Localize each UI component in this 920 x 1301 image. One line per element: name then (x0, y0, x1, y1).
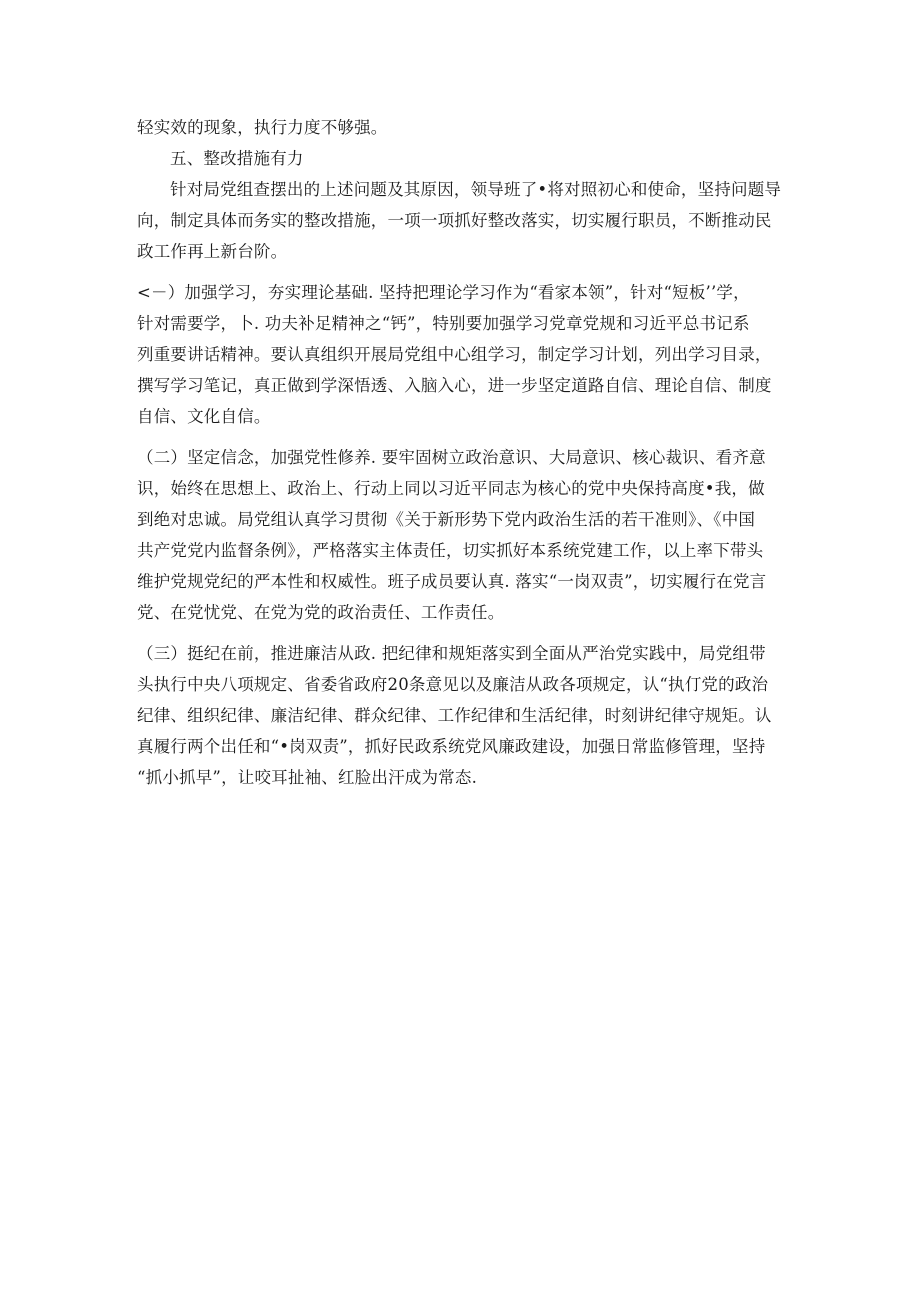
paragraph-line: （三）挺纪在前，推进廉洁从政. 把纪律和规矩落实到全面从严治党实践中，局党组带 (137, 644, 766, 663)
paragraph-line: 针对局党组查摆出的上述问题及其原因，领导班了•将对照初心和使命，坚持问题导 (170, 180, 782, 199)
paragraph-line: 纪律、组织纪律、廉洁纪律、群众纪律、工作纪律和生活纪律，时刻讲纪律守规矩。认 (137, 706, 772, 725)
paragraph-line: 到绝对忠诚。局党组认真学习贯彻《关于新形势下党内政治生活的若干准则》、《中国 (137, 510, 756, 529)
paragraph-line: 向，制定具体而务实的整改措施，一项一项抓好整改落实，切实履行职员，不断推动民 (137, 211, 772, 230)
section-heading: 五、整改措施有力 (170, 149, 304, 168)
paragraph-line: 党、在党忧党、在党为党的政治责任、工作责任。 (137, 603, 505, 622)
paragraph-line: 真履行两个岀任和“•岗双责”，抓好民政系统党风廉政建设，加强日常监修管理，坚持 (137, 737, 766, 756)
paragraph-line: 列重要讲话精神。要认真组织开展局党组中心组学习，制定学习计划，列出学习目录， (137, 345, 772, 364)
measure-1-paragraph (137, 277, 789, 432)
paragraph-line: <－）加强学习，夯实理论基础. 坚持把理论学习作为“看家本领”，针对“短板’’学， (137, 283, 750, 302)
paragraph-line: 共产党党内监督条例》，严格落实主体责任，切实抓好本系统党建工作，以上率下带头 (137, 541, 764, 560)
measure-2-paragraph (137, 442, 789, 628)
paragraph-line: 政工作再上新台阶。 (137, 242, 288, 261)
paragraph-line: （二）坚定信念，加强党性修养. 要牢固树立政治意识、大局意识、核心裁识、看齐意 (137, 448, 766, 467)
paragraph-line: 撰写学习笔记，真正做到学深悟透、入脑入心，进一步坚定道路自信、理论自信、制度 (137, 376, 772, 395)
paragraph-line: 针对需要学，卜. 功夫补足精神之“钙”，特别要加强学习党章党规和习近平总书记系 (137, 314, 750, 333)
document-page (137, 112, 789, 793)
intro-paragraph (137, 174, 789, 267)
paragraph-line: “抓小抓早”，让咬耳扯袖、红脸出汗成为常态. (137, 768, 478, 787)
paragraph-line: 自信、文化自信。 (137, 407, 271, 426)
paragraph-line: 维护党规党纪的严本性和权威性。班子成员要认真. 落实“一岗双责”，切实履行在党言 (137, 572, 767, 591)
measure-3-paragraph (137, 638, 789, 793)
paragraph-line: 头执行中央八项规定、省委省政府20条意见以及廉洁从政各项规定，认“执仃党的政治 (137, 675, 769, 694)
continuation-line: 轻实效的现象，执行力度不够强。 (137, 118, 388, 137)
paragraph-line: 识，始终在思想上、政治上、行动上同以习近平同志为核心的党中央保持高度•我，做 (137, 479, 765, 498)
